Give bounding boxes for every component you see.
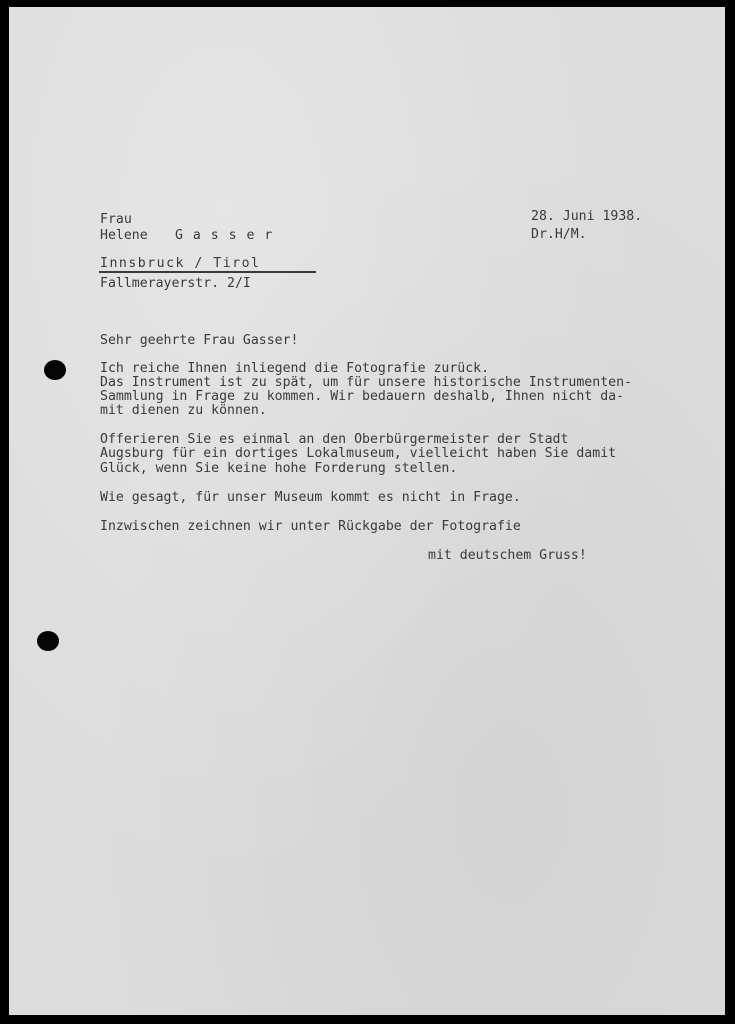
letter-reference: Dr.H/M. (531, 227, 587, 242)
letter-closing: mit deutschem Gruss! (428, 548, 587, 563)
punch-hole-top (44, 360, 66, 380)
letter-greeting: Sehr geehrte Frau Gasser! (100, 333, 299, 348)
paragraph1-line1: Ich reiche Ihnen inliegend die Fotografie zurück. (100, 361, 490, 376)
city-underline (99, 271, 316, 273)
recipient-title: Frau (100, 212, 132, 227)
letter-date: 28. Juni 1938. (531, 209, 643, 224)
paragraph2-line3: Glück, wenn Sie keine hohe Forderung stellen. (100, 461, 458, 476)
paragraph4: Inzwischen zeichnen wir unter Rückgabe der Fotografie (100, 519, 521, 534)
recipient-city: Innsbruck / Tirol (100, 256, 261, 271)
letter-page (9, 7, 725, 1015)
paragraph1-line2: Das Instrument ist zu spät, um für unsere historische Instrumenten- (100, 375, 632, 390)
recipient-street: Fallmerayerstr. 2/I (100, 276, 251, 291)
paragraph3: Wie gesagt, für unser Museum kommt es nicht in Frage. (100, 490, 521, 505)
recipient-last-name: G a s s e r (175, 228, 274, 243)
paragraph1-line4: mit dienen zu können. (100, 403, 267, 418)
recipient-first-name: Helene (100, 228, 148, 243)
punch-hole-bottom (37, 631, 59, 651)
paragraph1-line3: Sammlung in Frage zu kommen. Wir bedauern deshalb, Ihnen nicht da- (100, 389, 625, 404)
paragraph2-line1: Offerieren Sie es einmal an den Oberbürgermeister der Stadt (100, 432, 569, 447)
paragraph2-line2: Augsburg für ein dortiges Lokalmuseum, vielleicht haben Sie damit (100, 446, 617, 461)
